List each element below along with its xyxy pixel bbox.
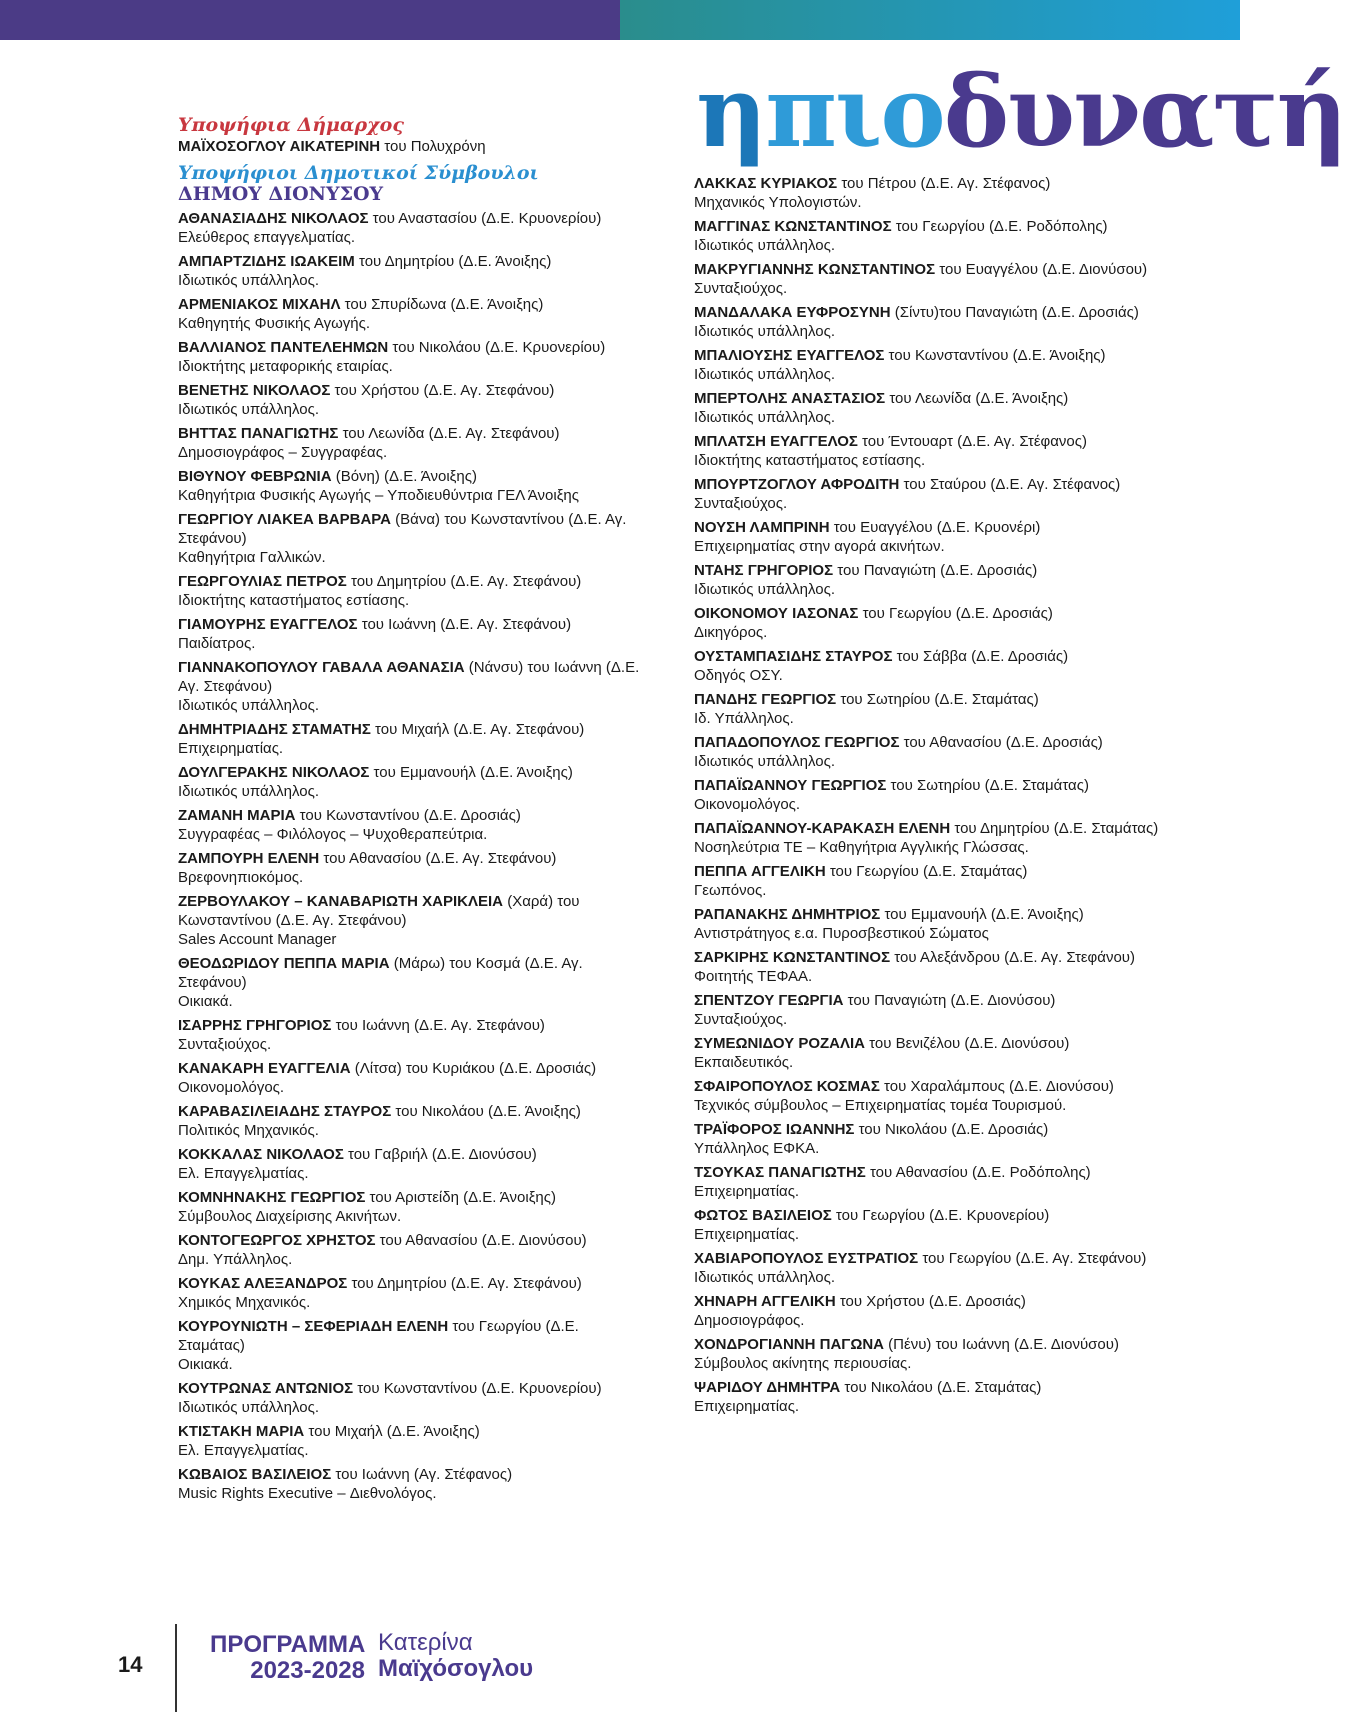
candidate-name: ΚΑΡΑΒΑΣΙΛΕΙΑΔΗΣ ΣΤΑΥΡΟΣ: [178, 1103, 392, 1120]
candidate-details: του Παναγιώτη (Δ.Ε. Διονύσου): [843, 992, 1056, 1009]
candidate-entry: [694, 1335, 1174, 1373]
candidate-details: του Νικολάου (Δ.Ε. Άνοιξης): [391, 1103, 581, 1120]
candidate-details: του Νικολάου (Δ.Ε. Σταμάτας): [840, 1379, 1042, 1396]
candidate-occupation: Συνταξιούχος.: [694, 1011, 788, 1028]
candidate-name: ΓΙΑΜΟΥΡΗΣ ΕΥΑΓΓΕΛΟΣ: [178, 616, 358, 633]
candidate-details: του Γεωργίου (Δ.Ε. Κρυονερίου): [831, 1207, 1050, 1224]
candidate-occupation: Ιδιοκτήτης καταστήματος εστίασης.: [178, 592, 410, 609]
candidate-details: (Νάνσυ) του Ιωάννη (Δ.Ε. Αγ. Στεφάνου): [178, 659, 640, 695]
candidate-entry: [178, 1274, 648, 1312]
program-label: [210, 1632, 365, 1684]
candidate-entry: [694, 690, 1174, 728]
council-heading: Υποψήφιοι Δημοτικοί Σύμβουλοι: [178, 162, 539, 184]
candidate-details: (Βόνη) (Δ.Ε. Άνοιξης): [331, 468, 477, 485]
candidate-entry: [178, 763, 648, 801]
candidate-details: του Γεωργίου (Δ.Ε. Σταμάτας): [825, 863, 1028, 880]
candidate-entry: [178, 510, 648, 567]
candidate-name: ΖΑΜΑΝΗ ΜΑΡΙΑ: [178, 807, 296, 824]
candidate-name: ΚΟΥΚΑΣ ΑΛΕΞΑΝΔΡΟΣ: [178, 1275, 348, 1292]
candidate-details: (Πένυ) του Ιωάννη (Δ.Ε. Διονύσου): [884, 1336, 1119, 1353]
candidate-details: του Ευαγγέλου (Δ.Ε. Κρυονέρι): [829, 519, 1041, 536]
candidate-name: ΧΑΒΙΑΡΟΠΟΥΛΟΣ ΕΥΣΤΡΑΤΙΟΣ: [694, 1250, 919, 1267]
candidate-name: ΠΑΠΑΪΩΑΝΝΟΥ-ΚΑΡΑΚΑΣΗ ΕΛΕΝΗ: [694, 820, 951, 837]
candidate-details: του Μιχαήλ (Δ.Ε. Αγ. Στεφάνου): [370, 721, 585, 738]
candidate-name: ΠΑΠΑΔΟΠΟΥΛΟΣ ΓΕΩΡΓΙΟΣ: [694, 734, 900, 751]
candidate-entry: [178, 467, 648, 505]
candidate-entry: [178, 849, 648, 887]
candidate-name: ΜΑΝΔΑΛΑΚΑ ΕΥΦΡΟΣΥΝΗ: [694, 304, 891, 321]
candidate-entry: [694, 561, 1174, 599]
candidate-name: ΦΩΤΟΣ ΒΑΣΙΛΕΙΟΣ: [694, 1207, 832, 1224]
brand-part-3: δυνατή: [943, 55, 1346, 170]
candidate-details: του Χρήστου (Δ.Ε. Αγ. Στεφάνου): [330, 382, 555, 399]
candidate-signature: [378, 1630, 533, 1682]
candidate-details: του Ιωάννη (Δ.Ε. Αγ. Στεφάνου): [331, 1017, 545, 1034]
candidate-details: του Λεωνίδα (Δ.Ε. Αγ. Στεφάνου): [338, 425, 560, 442]
candidate-occupation: Ιδιωτικός υπάλληλος.: [694, 753, 836, 770]
candidate-entry: [694, 991, 1174, 1029]
candidate-details: του Βενιζέλου (Δ.Ε. Διονύσου): [865, 1035, 1070, 1052]
candidate-name: ΡΑΠΑΝΑΚΗΣ ΔΗΜΗΤΡΙΟΣ: [694, 906, 881, 923]
candidate-occupation: Παιδίατρος.: [178, 635, 256, 652]
candidate-occupation: Επιχειρηματίας στην αγορά ακινήτων.: [694, 538, 945, 555]
candidate-occupation: Πολιτικός Μηχανικός.: [178, 1122, 319, 1139]
candidate-details: του Χρήστου (Δ.Ε. Δροσιάς): [835, 1293, 1026, 1310]
candidate-occupation: Ιδ. Υπάλληλος.: [694, 710, 794, 727]
candidate-details: του Κωνσταντίνου (Δ.Ε. Άνοιξης): [884, 347, 1106, 364]
brand-slogan: [696, 55, 1346, 170]
candidate-details: του Σωτηρίου (Δ.Ε. Σταμάτας): [836, 691, 1039, 708]
candidate-name: ΚΩΒΑΙΟΣ ΒΑΣΙΛΕΙΟΣ: [178, 1466, 332, 1483]
candidate-occupation: Ελ. Επαγγελματίας.: [178, 1442, 309, 1459]
candidate-details: του Νικολάου (Δ.Ε. Κρυονερίου): [388, 339, 606, 356]
candidate-name: ΟΙΚΟΝΟΜΟΥ ΙΑΣΟΝΑΣ: [694, 605, 859, 622]
candidate-entry: [178, 1102, 648, 1140]
municipality-heading: ΔΗΜΟΥ ΔΙΟΝΥΣΟΥ: [178, 183, 384, 205]
candidate-name: ΚΟΥΤΡΩΝΑΣ ΑΝΤΩΝΙΟΣ: [178, 1380, 354, 1397]
candidate-details: του Δημητρίου (Δ.Ε. Σταμάτας): [950, 820, 1159, 837]
candidate-entry: [694, 1163, 1174, 1201]
candidate-entry: [178, 252, 648, 290]
candidate-occupation: Ιδιωτικός υπάλληλος.: [694, 237, 836, 254]
candidate-name: ΓΙΑΝΝΑΚΟΠΟΥΛΟΥ ΓΑΒΑΛΑ ΑΘΑΝΑΣΙΑ: [178, 659, 465, 676]
candidate-details: του Νικολάου (Δ.Ε. Δροσιάς): [854, 1121, 1049, 1138]
candidate-details: του Λεωνίδα (Δ.Ε. Άνοιξης): [885, 390, 1069, 407]
candidate-entry: [694, 819, 1174, 857]
candidate-first-name: Κατερίνα: [378, 1629, 473, 1656]
candidate-name: ΣΥΜΕΩΝΙΔΟΥ ΡΟΖΑΛΙΑ: [694, 1035, 866, 1052]
candidate-entry: [694, 303, 1174, 341]
candidate-occupation: Οικιακά.: [178, 993, 233, 1010]
candidate-details: (Χαρά) του Κωνσταντίνου (Δ.Ε. Αγ. Στεφάνου): [178, 893, 580, 929]
candidate-name: ΒΑΛΛΙΑΝΟΣ ΠΑΝΤΕΛΕΗΜΩΝ: [178, 339, 389, 356]
candidate-details: του Έντουαρτ (Δ.Ε. Αγ. Στέφανος): [857, 433, 1087, 450]
candidate-entry: [178, 572, 648, 610]
candidate-name: ΠΑΠΑΪΩΑΝΝΟΥ ΓΕΩΡΓΙΟΣ: [694, 777, 887, 794]
candidate-name: ΤΡΑΪΦΟΡΟΣ ΙΩΑΝΝΗΣ: [694, 1121, 855, 1138]
candidate-entry: [178, 1465, 648, 1503]
candidate-name: ΠΕΠΠΑ ΑΓΓΕΛΙΚΗ: [694, 863, 826, 880]
candidate-entry: [694, 1077, 1174, 1115]
candidate-name: ΓΕΩΡΓΟΥΛΙΑΣ ΠΕΤΡΟΣ: [178, 573, 347, 590]
candidate-entry: [178, 1188, 648, 1226]
candidate-occupation: Ιδιωτικός υπάλληλος.: [178, 272, 320, 289]
candidate-occupation: Χημικός Μηχανικός.: [178, 1294, 311, 1311]
candidate-name: ΒΙΘΥΝΟΥ ΦΕΒΡΩΝΙΑ: [178, 468, 332, 485]
candidate-name: ΚΟΝΤΟΓΕΩΡΓΟΣ ΧΡΗΣΤΟΣ: [178, 1232, 376, 1249]
candidate-details: του Γεωργίου (Δ.Ε. Δροσιάς): [858, 605, 1053, 622]
candidate-entry: [694, 1378, 1174, 1416]
candidate-entry: [178, 338, 648, 376]
top-bar-gradient: [620, 0, 1240, 40]
candidate-details: του Γαβριήλ (Δ.Ε. Διονύσου): [343, 1146, 537, 1163]
candidate-name: ΜΠΟΥΡΤΖΟΓΛΟΥ ΑΦΡΟΔΙΤΗ: [694, 476, 900, 493]
candidate-name: ΔΟΥΛΓΕΡΑΚΗΣ ΝΙΚΟΛΑΟΣ: [178, 764, 370, 781]
candidate-occupation: Ιδιωτικός υπάλληλος.: [178, 783, 320, 800]
candidate-entry: [694, 948, 1174, 986]
candidate-name: ΜΠΕΡΤΟΛΗΣ ΑΝΑΣΤΑΣΙΟΣ: [694, 390, 886, 407]
candidate-entry: [694, 475, 1174, 513]
candidate-last-name: Μαϊχόσογλου: [378, 1655, 534, 1682]
candidate-name: ΙΣΑΡΡΗΣ ΓΡΗΓΟΡΙΟΣ: [178, 1017, 332, 1034]
candidate-details: του Αθανασίου (Δ.Ε. Διονύσου): [375, 1232, 587, 1249]
left-candidate-list: [178, 209, 648, 1503]
candidate-details: του Μιχαήλ (Δ.Ε. Άνοιξης): [304, 1423, 480, 1440]
candidate-entry: [178, 1231, 648, 1269]
candidate-occupation: Καθηγήτρια Φυσικής Αγωγής – Υποδιευθύντρια ΓΕΛ Άνοιξης: [178, 487, 579, 504]
candidate-occupation: Music Rights Executive – Διεθνολόγος.: [178, 1485, 437, 1502]
candidate-name: ΖΕΡΒΟΥΛΑΚΟΥ – ΚΑΝΑΒΑΡΙΩΤΗ ΧΑΡΙΚΛΕΙΑ: [178, 893, 504, 910]
candidate-name: ΚΟΚΚΑΛΑΣ ΝΙΚΟΛΑΟΣ: [178, 1146, 344, 1163]
candidate-entry: [694, 905, 1174, 943]
mayor-patronymic: του Πολυχρόνη: [380, 138, 486, 155]
candidate-occupation: Ιδιοκτήτης καταστήματος εστίασης.: [694, 452, 926, 469]
mayor-name: ΜΑΪΧΟΣΟΓΛΟΥ ΑΙΚΑΤΕΡΙΝΗ: [178, 138, 381, 155]
candidate-entry: [178, 1145, 648, 1183]
candidate-details: του Εμμανουήλ (Δ.Ε. Άνοιξης): [880, 906, 1084, 923]
candidate-entry: [694, 647, 1174, 685]
candidate-occupation: Οικονομολόγος.: [694, 796, 801, 813]
candidate-name: ΧΟΝΔΡΟΓΙΑΝΝΗ ΠΑΓΩΝΑ: [694, 1336, 885, 1353]
candidate-occupation: Ιδιοκτήτης μεταφορικής εταιρίας.: [178, 358, 393, 375]
candidate-name: ΨΑΡΙΔΟΥ ΔΗΜΗΤΡΑ: [694, 1379, 841, 1396]
candidate-name: ΒΕΝΕΤΗΣ ΝΙΚΟΛΑΟΣ: [178, 382, 331, 399]
candidate-entry: [178, 381, 648, 419]
candidate-occupation: Ελ. Επαγγελματίας.: [178, 1165, 309, 1182]
candidate-occupation: Οικονομολόγος.: [178, 1079, 285, 1096]
candidate-details: του Σταύρου (Δ.Ε. Αγ. Στέφανος): [899, 476, 1121, 493]
candidate-name: ΜΑΓΓΙΝΑΣ ΚΩΝΣΤΑΝΤΙΝΟΣ: [694, 218, 892, 235]
candidate-name: ΧΗΝΑΡΗ ΑΓΓΕΛΙΚΗ: [694, 1293, 836, 1310]
page-number: 14: [118, 1652, 143, 1677]
candidate-entry: [694, 1249, 1174, 1287]
candidate-details: του Δημητρίου (Δ.Ε. Άνοιξης): [354, 253, 552, 270]
candidate-details: του Αλεξάνδρου (Δ.Ε. Αγ. Στεφάνου): [890, 949, 1136, 966]
candidate-occupation: Συνταξιούχος.: [178, 1036, 272, 1053]
candidate-name: ΔΗΜΗΤΡΙΑΔΗΣ ΣΤΑΜΑΤΗΣ: [178, 721, 371, 738]
candidate-occupation: Ιδιωτικός υπάλληλος.: [178, 1399, 320, 1416]
candidate-details: του Αθανασίου (Δ.Ε. Ροδόπολης): [865, 1164, 1091, 1181]
candidate-occupation: Ελεύθερος επαγγελματίας.: [178, 229, 356, 246]
candidate-details: του Δημητρίου (Δ.Ε. Αγ. Στεφάνου): [347, 1275, 582, 1292]
candidate-occupation: Ιδιωτικός υπάλληλος.: [694, 581, 836, 598]
candidate-occupation: Δικηγόρος.: [694, 624, 768, 641]
candidate-entry: [178, 1379, 648, 1417]
candidate-occupation: Αντιστράτηγος ε.α. Πυροσβεστικού Σώματος: [694, 925, 989, 942]
right-candidate-list: [694, 174, 1174, 1416]
candidate-details: του Αναστασίου (Δ.Ε. Κρυονερίου): [368, 210, 602, 227]
candidate-occupation: Μηχανικός Υπολογιστών.: [694, 194, 862, 211]
candidate-entry: [694, 1292, 1174, 1330]
candidate-entry: [694, 260, 1174, 298]
candidate-details: του Αθανασίου (Δ.Ε. Αγ. Στεφάνου): [319, 850, 557, 867]
brand-part-1: η: [696, 55, 766, 170]
candidate-entry: [694, 862, 1174, 900]
candidate-name: ΜΠΑΛΙΟΥΣΗΣ ΕΥΑΓΓΕΛΟΣ: [694, 347, 885, 364]
program-title: ΠΡΟΓΡΑΜΜΑ: [210, 1631, 366, 1658]
candidate-name: ΣΦΑΙΡΟΠΟΥΛΟΣ ΚΟΣΜΑΣ: [694, 1078, 880, 1095]
candidate-entry: [178, 658, 648, 715]
candidate-details: του Σπυρίδωνα (Δ.Ε. Άνοιξης): [340, 296, 544, 313]
candidate-occupation: Συγγραφέας – Φιλόλογος – Ψυχοθεραπεύτρια.: [178, 826, 488, 843]
candidate-entry: [694, 432, 1174, 470]
candidate-name: ΜΑΚΡΥΓΙΑΝΝΗΣ ΚΩΝΣΤΑΝΤΙΝΟΣ: [694, 261, 936, 278]
candidate-entry: [178, 806, 648, 844]
candidate-details: του Χαραλάμπους (Δ.Ε. Διονύσου): [879, 1078, 1114, 1095]
candidate-name: ΚΤΙΣΤΑΚΗ ΜΑΡΙΑ: [178, 1423, 305, 1440]
candidate-details: του Κωνσταντίνου (Δ.Ε. Κρυονερίου): [353, 1380, 602, 1397]
candidate-name: ΟΥΣΤΑΜΠΑΣΙΔΗΣ ΣΤΑΥΡΟΣ: [694, 648, 893, 665]
candidate-occupation: Καθηγητής Φυσικής Αγωγής.: [178, 315, 371, 332]
candidate-occupation: Τεχνικός σύμβουλος – Επιχειρηματίας τομέα Τουρισμού.: [694, 1097, 1067, 1114]
candidate-occupation: Υπάλληλος ΕΦΚΑ.: [694, 1140, 820, 1157]
candidate-name: ΖΑΜΠΟΥΡΗ ΕΛΕΝΗ: [178, 850, 320, 867]
candidate-entry: [178, 1422, 648, 1460]
candidate-name: ΜΠΛΑΤΣΗ ΕΥΑΓΓΕΛΟΣ: [694, 433, 858, 450]
candidate-occupation: Επιχειρηματίας.: [694, 1398, 800, 1415]
candidate-name: ΚΟΜΝΗΝΑΚΗΣ ΓΕΩΡΓΙΟΣ: [178, 1189, 366, 1206]
candidate-details: του Ιωάννη (Δ.Ε. Αγ. Στεφάνου): [357, 616, 572, 633]
right-column: [694, 174, 1174, 1421]
candidate-occupation: Φοιτητής ΤΕΦΑΑ.: [694, 968, 813, 985]
candidate-name: ΣΠΕΝΤΖΟΥ ΓΕΩΡΓΙΑ: [694, 992, 844, 1009]
candidate-details: του Ευαγγέλου (Δ.Ε. Διονύσου): [935, 261, 1148, 278]
candidate-entry: [178, 954, 648, 1011]
candidate-name: ΑΜΠΑΡΤΖΙΔΗΣ ΙΩΑΚΕΙΜ: [178, 253, 355, 270]
candidate-entry: [178, 1317, 648, 1374]
candidate-occupation: Δημοσιογράφος – Συγγραφέας.: [178, 444, 388, 461]
candidate-name: ΑΡΜΕΝΙΑΚΟΣ ΜΙΧΑΗΛ: [178, 296, 341, 313]
candidate-occupation: Ιδιωτικός υπάλληλος.: [694, 409, 836, 426]
candidate-details: του Δημητρίου (Δ.Ε. Αγ. Στεφάνου): [346, 573, 582, 590]
candidate-occupation: Νοσηλεύτρια ΤΕ – Καθηγήτρια Αγγλικής Γλώσσας.: [694, 839, 1029, 856]
candidate-name: ΑΘΑΝΑΣΙΑΔΗΣ ΝΙΚΟΛΑΟΣ: [178, 210, 369, 227]
candidate-entry: [178, 1016, 648, 1054]
candidate-details: του Αθανασίου (Δ.Ε. Δροσιάς): [899, 734, 1103, 751]
candidate-details: του Γεωργίου (Δ.Ε. Ροδόπολης): [891, 218, 1108, 235]
candidate-occupation: Οικιακά.: [178, 1356, 233, 1373]
footer-divider: [175, 1624, 177, 1712]
candidate-details: του Ιωάννη (Αγ. Στέφανος): [331, 1466, 513, 1483]
program-years: 2023-2028: [250, 1657, 365, 1684]
candidate-name: ΝΟΥΣΗ ΛΑΜΠΡΙΝΗ: [694, 519, 830, 536]
candidate-entry: [694, 346, 1174, 384]
candidate-entry: [694, 174, 1174, 212]
candidate-occupation: Ιδιωτικός υπάλληλος.: [694, 323, 836, 340]
top-bar-purple: [0, 0, 620, 40]
candidate-details: του Αριστείδη (Δ.Ε. Άνοιξης): [365, 1189, 556, 1206]
candidate-occupation: Οδηγός ΟΣΥ.: [694, 667, 783, 684]
candidate-occupation: Επιχειρηματίας.: [178, 740, 284, 757]
candidate-entry: [178, 892, 648, 949]
candidate-entry: [694, 1120, 1174, 1158]
candidate-details: του Κωνσταντίνου (Δ.Ε. Δροσιάς): [295, 807, 521, 824]
candidate-occupation: Επιχειρηματίας.: [694, 1183, 800, 1200]
candidate-details: (Σίντυ)του Παναγιώτη (Δ.Ε. Δροσιάς): [890, 304, 1139, 321]
candidate-name: ΓΕΩΡΓΙΟΥ ΛΙΑΚΕΑ ΒΑΡΒΑΡΑ: [178, 511, 392, 528]
candidate-occupation: Ιδιωτικός υπάλληλος.: [178, 697, 320, 714]
candidate-entry: [694, 1206, 1174, 1244]
candidate-entry: [694, 733, 1174, 771]
candidate-entry: [694, 776, 1174, 814]
candidate-name: ΠΑΝΔΗΣ ΓΕΩΡΓΙΟΣ: [694, 691, 837, 708]
candidate-details: του Παναγιώτη (Δ.Ε. Δροσιάς): [833, 562, 1038, 579]
candidate-occupation: Επιχειρηματίας.: [694, 1226, 800, 1243]
candidate-occupation: Ιδιωτικός υπάλληλος.: [178, 401, 320, 418]
candidate-occupation: Δημ. Υπάλληλος.: [178, 1251, 293, 1268]
candidate-details: του Εμμανουήλ (Δ.Ε. Άνοιξης): [369, 764, 573, 781]
mayor-heading: Υποψήφια Δήμαρχος: [178, 114, 404, 136]
candidate-occupation: Συνταξιούχος.: [694, 495, 788, 512]
candidate-name: ΤΣΟΥΚΑΣ ΠΑΝΑΓΙΩΤΗΣ: [694, 1164, 866, 1181]
candidate-entry: [694, 217, 1174, 255]
candidate-entry: [178, 615, 648, 653]
candidate-entry: [694, 1034, 1174, 1072]
candidate-name: ΒΗΤΤΑΣ ΠΑΝΑΓΙΩΤΗΣ: [178, 425, 339, 442]
candidate-occupation: Εκπαιδευτικός.: [694, 1054, 794, 1071]
candidate-details: του Σάββα (Δ.Ε. Δροσιάς): [892, 648, 1069, 665]
candidate-details: του Σωτηρίου (Δ.Ε. Σταμάτας): [886, 777, 1089, 794]
candidate-occupation: Ιδιωτικός υπάλληλος.: [694, 1269, 836, 1286]
candidate-occupation: Σύμβουλος Διαχείρισης Ακινήτων.: [178, 1208, 402, 1225]
candidate-occupation: Sales Account Manager: [178, 931, 337, 948]
left-column: [178, 116, 648, 1508]
candidate-occupation: Σύμβουλος ακίνητης περιουσίας.: [694, 1355, 912, 1372]
candidate-name: ΚΑΝΑΚΑΡΗ ΕΥΑΓΓΕΛΙΑ: [178, 1060, 351, 1077]
candidate-occupation: Γεωπόνος.: [694, 882, 767, 899]
mayor-line: [178, 137, 648, 156]
candidate-details: (Λίτσα) του Κυριάκου (Δ.Ε. Δροσιάς): [350, 1060, 597, 1077]
candidate-entry: [694, 604, 1174, 642]
candidate-entry: [178, 295, 648, 333]
candidate-details: (Βάνα) του Κωνσταντίνου (Δ.Ε. Αγ. Στεφάνου): [178, 511, 627, 547]
candidate-entry: [178, 720, 648, 758]
candidate-name: ΝΤΑΗΣ ΓΡΗΓΟΡΙΟΣ: [694, 562, 834, 579]
brand-part-2: πιο: [765, 55, 944, 170]
candidate-details: του Γεωργίου (Δ.Ε. Αγ. Στεφάνου): [918, 1250, 1147, 1267]
candidate-name: ΛΑΚΚΑΣ ΚΥΡΙΑΚΟΣ: [694, 175, 838, 192]
candidate-name: ΣΑΡΚΙΡΗΣ ΚΩΝΣΤΑΝΤΙΝΟΣ: [694, 949, 891, 966]
top-color-bar: [0, 0, 1240, 40]
candidate-occupation: Καθηγήτρια Γαλλικών.: [178, 549, 326, 566]
candidate-occupation: Ιδιωτικός υπάλληλος.: [694, 366, 836, 383]
candidate-entry: [694, 389, 1174, 427]
candidate-name: ΘΕΟΔΩΡΙΔΟΥ ΠΕΠΠΑ ΜΑΡΙΑ: [178, 955, 390, 972]
candidate-details: του Γεωργίου (Δ.Ε. Σταμάτας): [178, 1318, 579, 1354]
candidate-entry: [178, 1059, 648, 1097]
candidate-details: (Μάρω) του Κοσμά (Δ.Ε. Αγ. Στεφάνου): [178, 955, 583, 991]
candidate-name: ΚΟΥΡΟΥΝΙΩΤΗ – ΣΕΦΕΡΙΑΔΗ ΕΛΕΝΗ: [178, 1318, 449, 1335]
candidate-entry: [694, 518, 1174, 556]
candidate-occupation: Συνταξιούχος.: [694, 280, 788, 297]
candidate-entry: [178, 424, 648, 462]
candidate-details: του Πέτρου (Δ.Ε. Αγ. Στέφανος): [837, 175, 1051, 192]
candidate-occupation: Βρεφονηπιοκόμος.: [178, 869, 304, 886]
candidate-entry: [178, 209, 648, 247]
candidate-occupation: Δημοσιογράφος.: [694, 1312, 805, 1329]
